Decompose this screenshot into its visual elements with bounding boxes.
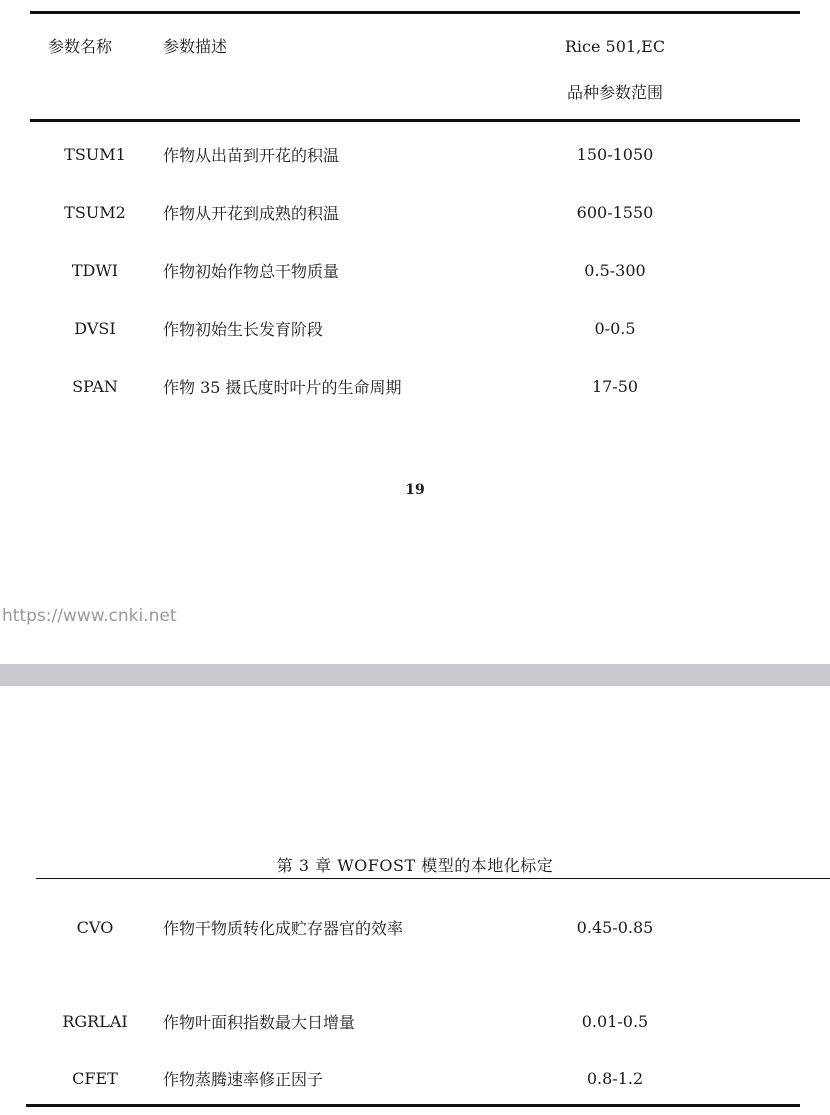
page-separator xyxy=(0,664,830,686)
param-desc: 作物从出苗到开花的积温 xyxy=(163,146,340,165)
param-range: 0.01-0.5 xyxy=(581,1012,649,1031)
param-range: 0-0.5 xyxy=(594,319,636,338)
param-desc: 作物叶面积指数最大日增量 xyxy=(163,1013,356,1032)
param-desc: 作物 35 摄氏度时叶片的生命周期 xyxy=(163,378,402,397)
param-name: SPAN xyxy=(72,377,118,396)
table-top-rule xyxy=(30,11,800,14)
param-name: CVO xyxy=(76,918,114,937)
source-watermark: https://www.cnki.net xyxy=(2,606,177,626)
table-header-rule xyxy=(30,119,800,122)
param-name: RGRLAI xyxy=(62,1012,128,1031)
header-range-line1: Rice 501,EC xyxy=(564,37,666,56)
param-range: 0.8-1.2 xyxy=(586,1069,644,1088)
page-number: 19 xyxy=(405,482,425,498)
table-bottom-rule xyxy=(26,1104,800,1107)
param-range: 0.5-300 xyxy=(584,261,646,280)
param-range: 150-1050 xyxy=(576,145,654,164)
param-name: CFET xyxy=(72,1069,118,1088)
param-range: 17-50 xyxy=(591,377,639,396)
header-param-desc: 参数描述 xyxy=(163,37,228,56)
param-desc: 作物初始生长发育阶段 xyxy=(163,320,324,339)
param-range: 0.45-0.85 xyxy=(576,918,654,937)
param-name: TSUM2 xyxy=(64,203,126,222)
param-desc: 作物初始作物总干物质量 xyxy=(163,262,340,281)
param-name: TDWI xyxy=(71,261,119,280)
param-name: TSUM1 xyxy=(64,145,126,164)
param-name: DVSI xyxy=(74,319,116,338)
param-desc: 作物从开花到成熟的积温 xyxy=(163,204,340,223)
header-range-line2: 品种参数范围 xyxy=(566,83,663,102)
param-range: 600-1550 xyxy=(576,203,654,222)
document-page-2 xyxy=(0,686,830,1115)
chapter-header-rule xyxy=(36,878,830,879)
header-param-name: 参数名称 xyxy=(48,37,113,56)
chapter-header: 第 3 章 WOFOST 模型的本地化标定 xyxy=(276,856,554,875)
param-desc: 作物蒸腾速率修正因子 xyxy=(163,1070,324,1089)
param-desc: 作物干物质转化成贮存器官的效率 xyxy=(163,919,404,938)
